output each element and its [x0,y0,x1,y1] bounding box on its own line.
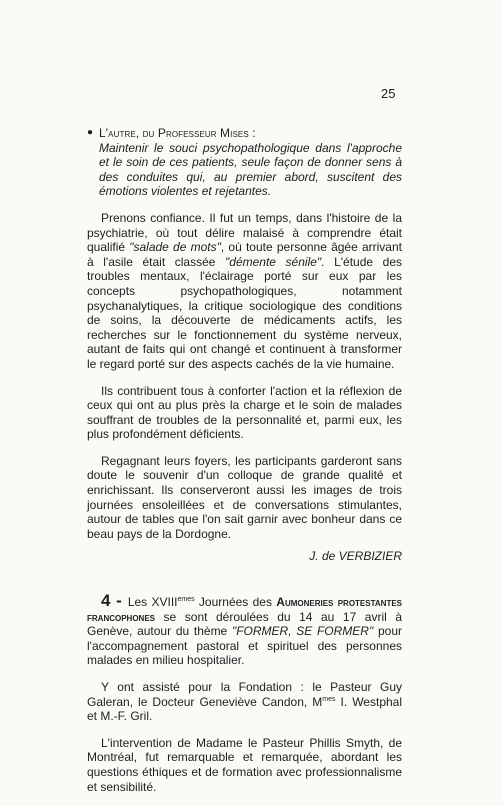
salade-de-mots-quote: "salade de mots" [129,240,221,255]
attendees-sup: mes [322,695,336,703]
section-4-intro-a: Les XVIII [127,595,178,610]
page-content [87,126,402,806]
theme-title: "FORMER, SE FORMER" [231,624,374,639]
paragraph-1-text-e: . L'étude des troubles mentaux, l'éclairage porté sur eux par les concepts psychopathologiques, notamment psychanalytiques, la critique sociologique des conditions de soins, la découverte de médicaments actifs, les recherches sur le fonctionnement du système nerveux, autant de faits qui ont changé et continuent à transformer le regard porté sur des aspects cachés de la vie humaine. [87,254,403,371]
section-4 [87,591,403,794]
section-4-intro-b: Journées des [194,595,277,610]
attendees-text-b: I. Westphal et M.-F. Gril. [87,694,403,724]
bullet-icon: ● [87,127,94,138]
section-number: 4 - [101,591,122,611]
attendees-text-a: Y ont assisté pour la Fondation : le Pasteur Guy Galeran, le Docteur Geneviève Candon, M [87,680,402,709]
quote-heading: L'autre, du Professeur Mises : [99,126,256,140]
quote-block [87,126,402,199]
section-4-intro-sup: emes [177,596,195,604]
organization-name: Aumoneries protestantes francophones [87,595,403,624]
section-4-intro-c: se sont déroulées du 14 au 17 avril à Genève, autour du thème [87,609,402,639]
section-4-intro-d: pour l'accompagnement pastoral et spirituel des personnes malades en milieu hospitalier. [87,624,402,668]
paragraph-1-text-c: , où toute personne âgée arrivant à l'asile était classée [87,240,402,269]
section-4-intro [87,591,403,668]
demente-senile-quote: "démente sénile" [225,254,322,269]
quote-text: Maintenir le souci psychopathologique dans l'approche et le soin de ces patients, seule façon de donner sens à des conduites qui, au premier abord, suscitent des émotions violentes et rejetantes. [99,140,402,199]
page-number: 25 [381,86,396,101]
paragraph-1 [87,211,402,372]
paragraph-1-text-a: Prenons confiance. Il fut un temps, dans l'histoire de la psychiatrie, où tout délire malaisé à comprendre était qualifié [87,210,402,255]
section-4-intervention: L'intervention de Madame le Pasteur Phillis Smyth, de Montréal, fut remarquable et remarquée, abordant les questions éthiques et de formation avec professionnalisme et sensibilité. [87,735,402,794]
section-4-attendees [87,680,402,724]
paragraph-2: Ils contribuent tous à conforter l'action et la réflexion de ceux qui ont au plus près la charge et le soin de malades souffrant de troubles de la personnalité et, parmi eux, les plus profondément déficients. [87,383,402,442]
paragraph-3: Regagnant leurs foyers, les participants garderont sans doute le souvenir d'un colloque de grande qualité et enrichissant. Ils conserveront aussi les images de trois journées ensoleillées et de conversations stimulantes, autour de tables que l'on sait garnir avec bonheur dans ce beau pays de la Dordogne. [87,453,402,541]
signature: J. de VERBIZIER [309,549,402,564]
